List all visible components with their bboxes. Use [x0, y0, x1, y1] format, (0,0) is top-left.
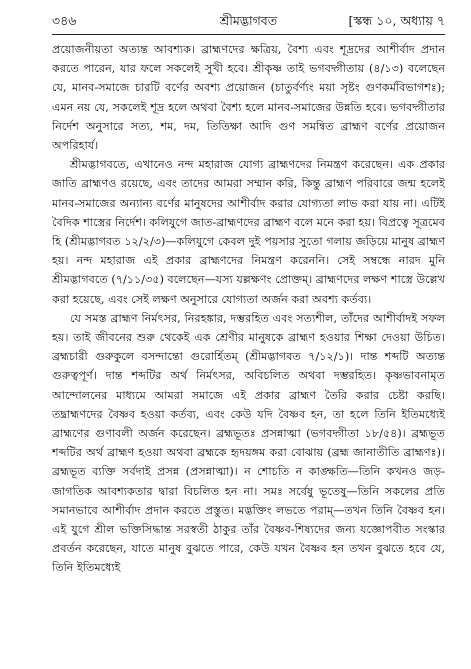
paragraph-2: শ্রীমদ্ভাগবতে, এখানেও নন্দ মহারাজ যোগ্য ব্রাহ্মণদের নিমন্ত্রণ করেছেন। এক প্রকার জাতি ব্রাহ্মণও রয়েছে, এবং তাদের আমরা সম্মান করি, কিন্তু ব্রাহ্মণ পরিবারে জন্ম হলেই মানব-সমাজের অন্যান্য বর্ণের মানুষদের আশীর্বাদ করার যোগ্যতা লাভ করা যায় না। এটিই বৈদিক শাস্ত্রের নির্দেশ। কলিযুগে জাত-ব্রাহ্মণদের ব্রাহ্মণ বলে মনে করা হয়। বিপ্রত্বে সূত্রমেব হি (শ্রীমদ্ভাগবত ১২/২/৩)—কলিযুগে কেবল দুই পয়সার সুতো গলায় জড়িয়ে মানুষ ব্রাহ্মণ হয়। নন্দ মহারাজ এই প্রকার ব্রাহ্মণদের নিমন্ত্রণ করেননি। সেই সম্বন্ধে নারদ মুনি শ্রীমদ্ভাগবতে (৭/১১/৩৫) বলেছেন—যস্য যল্লক্ষণং প্রোক্তম্। ব্রাহ্মণদের লক্ষণ শাস্ত্রে উল্লেখ করা হয়েছে, এবং সেই লক্ষণ অনুসারে যোগ্যতা অর্জন করা অবশ্য কর্তব্য।: [52, 158, 445, 306]
page-number: ৩৪৬: [52, 13, 77, 28]
paragraph-1: প্রয়োজনীয়তা অত্যন্ত আবশ্যক। ব্রাহ্মণদের ক্ষত্রিয়, বৈশ্য এবং শূদ্রদের আশীর্বাদ প্রদান করতে পারেন, যার ফলে সকলেই সুখী হবে। শ্রীকৃষ্ণ তাই ভগবদ্গীতায় (৪/১৩) বলেছেন যে, মানব-সমাজে চারটি বর্ণের অবশ্য প্রয়োজন (চাতুর্বর্ণ্যং ময়া সৃষ্টং গুণকর্মবিভাগশঃ); এমন নয় যে, সকলেই শূদ্র হলে অথবা বৈশ্য হলে মানব-সমাজের উন্নতি হবে। ভগবদ্গীতার নির্দেশ অনুসারে সত্য, শম, দম, তিতিক্ষা আদি গুণ সমন্বিত ব্রাহ্মণ বর্ণের প্রয়োজন অপরিহার্য।: [52, 43, 445, 153]
paragraph-3: যে সমস্ত ব্রাহ্মণ নির্মৎসর, নিরহঙ্কার, দম্ভরহিত এবং সত্যশীল, তাঁদের আশীর্বাদই সফল হয়। তাই জীবনের শুরু থেকেই এক শ্রেণীর মানুষকে ব্রাহ্মণ হওয়ার শিক্ষা দেওয়া উচিত। ব্রহ্মচারী গুরুকুলে বসন্দান্তো গুরোর্হিতম্ (শ্রীমদ্ভাগবত ৭/১২/১)। দান্ত শব্দটি অত্যন্ত গুরুত্বপূর্ণ। দান্ত শব্দটির অর্থ নির্মৎসর, অবিচলিত অথবা দম্ভরহিত। কৃষ্ণভাবনামৃত আন্দোলনের মাধ্যমে আমরা সমাজে এই প্রকার ব্রাহ্মণ তৈরি করার চেষ্টা করছি। তদ্ব্রাহ্মণদের বৈষ্ণব হওয়া কর্তব্য, এবং কেউ যদি বৈষ্ণব হন, তা হলে তিনি ইতিমধ্যেই ব্রাহ্মণের গুণাবলী অর্জন করেছেন। ব্রহ্মভূতঃ প্রসন্নাত্মা (ভগবদ্গীতা ১৮/৫৪)। ব্রহ্মভূত শব্দটির অর্থ ব্রাহ্মণ হওয়া অথবা ব্রহ্মকে হৃদয়ঙ্গম করা বোঝায় (ব্রহ্ম জানাতীতি ব্রাহ্মণঃ)। ব্রহ্মভূত ব্যক্তি সর্বদাই প্রসন্ন (প্রসন্নাত্মা)। ন শোচতি ন কাঙ্ক্ষতি—তিনি কখনও জড়-জাগতিক আবশ্যকতার দ্বারা বিচলিত হন না। সমঃ সর্বেষু ভূতেষু—তিনি সকলের প্রতি সমানভাবে আশীর্বাদ প্রদান করতে প্রস্তুত। মদ্ভক্তিং লভতে পরাম্—তখন তিনি বৈষ্ণব হন। এই যুগে শ্রীল ভক্তিসিদ্ধান্ত সরস্বতী ঠাকুর তাঁর বৈষ্ণব-শিষ্যদের জন্য যজ্ঞোপবীত সংস্কার প্রবর্তন করেছেন, যাতে মানুষ বুঝতে পারে, কেউ যখন বৈষ্ণব হন তখন বুঝতে হবে যে, তিনি ইতিমধ্যেই: [52, 311, 445, 575]
page-header: [52, 10, 445, 32]
chapter-reference: [স্কন্ধ ১০, অধ্যায় ৭: [348, 13, 445, 28]
book-title: শ্রীমদ্ভাগবত: [219, 13, 278, 28]
page-body: [52, 40, 445, 661]
header-divider: [52, 34, 445, 35]
